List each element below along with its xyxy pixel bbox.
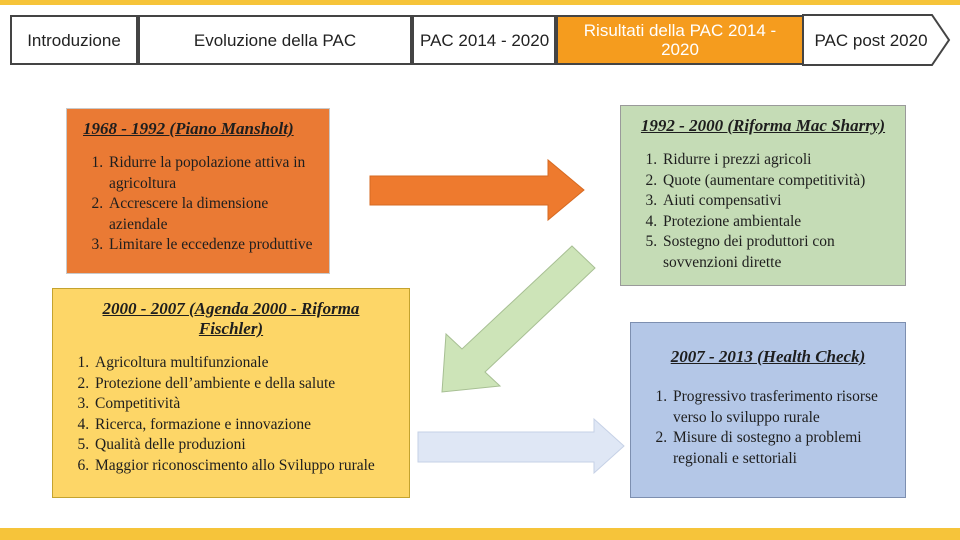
- list-item: 1. Agricoltura multifunzionale: [93, 353, 397, 374]
- box-1968-1992: [66, 108, 330, 274]
- arrow-right-blue: [418, 419, 624, 473]
- box-list: [79, 153, 317, 256]
- list-item: 3. Competitività: [93, 394, 397, 415]
- box-title: 1992 - 2000 (Riforma Mac Sharry): [640, 116, 886, 135]
- box-title: 2007 - 2013 (Health Check): [670, 347, 866, 366]
- list-item: 3. Limitare le eccedenze produttive: [107, 235, 317, 256]
- box-2000-2007: [52, 288, 410, 498]
- box-list: [633, 150, 893, 273]
- list-item: 2. Quote (aumentare competitività): [661, 171, 893, 192]
- arrow-right-orange: [370, 160, 584, 220]
- list-item: 6. Maggior riconoscimento allo Sviluppo rurale: [93, 456, 397, 477]
- box-title: 1968 - 1992 (Piano Mansholt): [83, 119, 294, 138]
- box-2007-2013: [630, 322, 906, 498]
- tab-label: PAC 2014 - 2020: [420, 30, 550, 50]
- list-item: 1. Ridurre i prezzi agricoli: [661, 150, 893, 171]
- arrow-diagonal-green: [442, 246, 595, 392]
- list-item: 1. Progressivo trasferimento risorse verso lo sviluppo rurale: [671, 387, 893, 428]
- box-1992-2000: [620, 105, 906, 286]
- tab-label: Introduzione: [27, 30, 121, 50]
- list-item: 5. Sostegno dei produttori con sovvenzioni dirette: [661, 232, 893, 273]
- list-item: 2. Misure di sostegno a problemi regionali e settoriali: [671, 428, 893, 469]
- box-list: [643, 387, 893, 469]
- list-item: 1. Ridurre la popolazione attiva in agricoltura: [107, 153, 317, 194]
- list-item: 3. Aiuti compensativi: [661, 191, 893, 212]
- list-item: 2. Accrescere la dimensione aziendale: [107, 194, 317, 235]
- list-item: 4. Ricerca, formazione e innovazione: [93, 415, 397, 436]
- box-title: 2000 - 2007 (Agenda 2000 - Riforma Fischler): [102, 299, 360, 338]
- tab-label: Risultati della PAC 2014 - 2020: [583, 21, 777, 59]
- list-item: 2. Protezione dell’ambiente e della salute: [93, 374, 397, 395]
- bottom-accent-bar: [0, 528, 960, 540]
- list-item: 5. Qualità delle produzioni: [93, 435, 397, 456]
- tab-label: PAC post 2020: [814, 30, 928, 50]
- list-item: 4. Protezione ambientale: [661, 212, 893, 233]
- tab-label: Evoluzione della PAC: [193, 30, 357, 50]
- box-list: [65, 353, 397, 476]
